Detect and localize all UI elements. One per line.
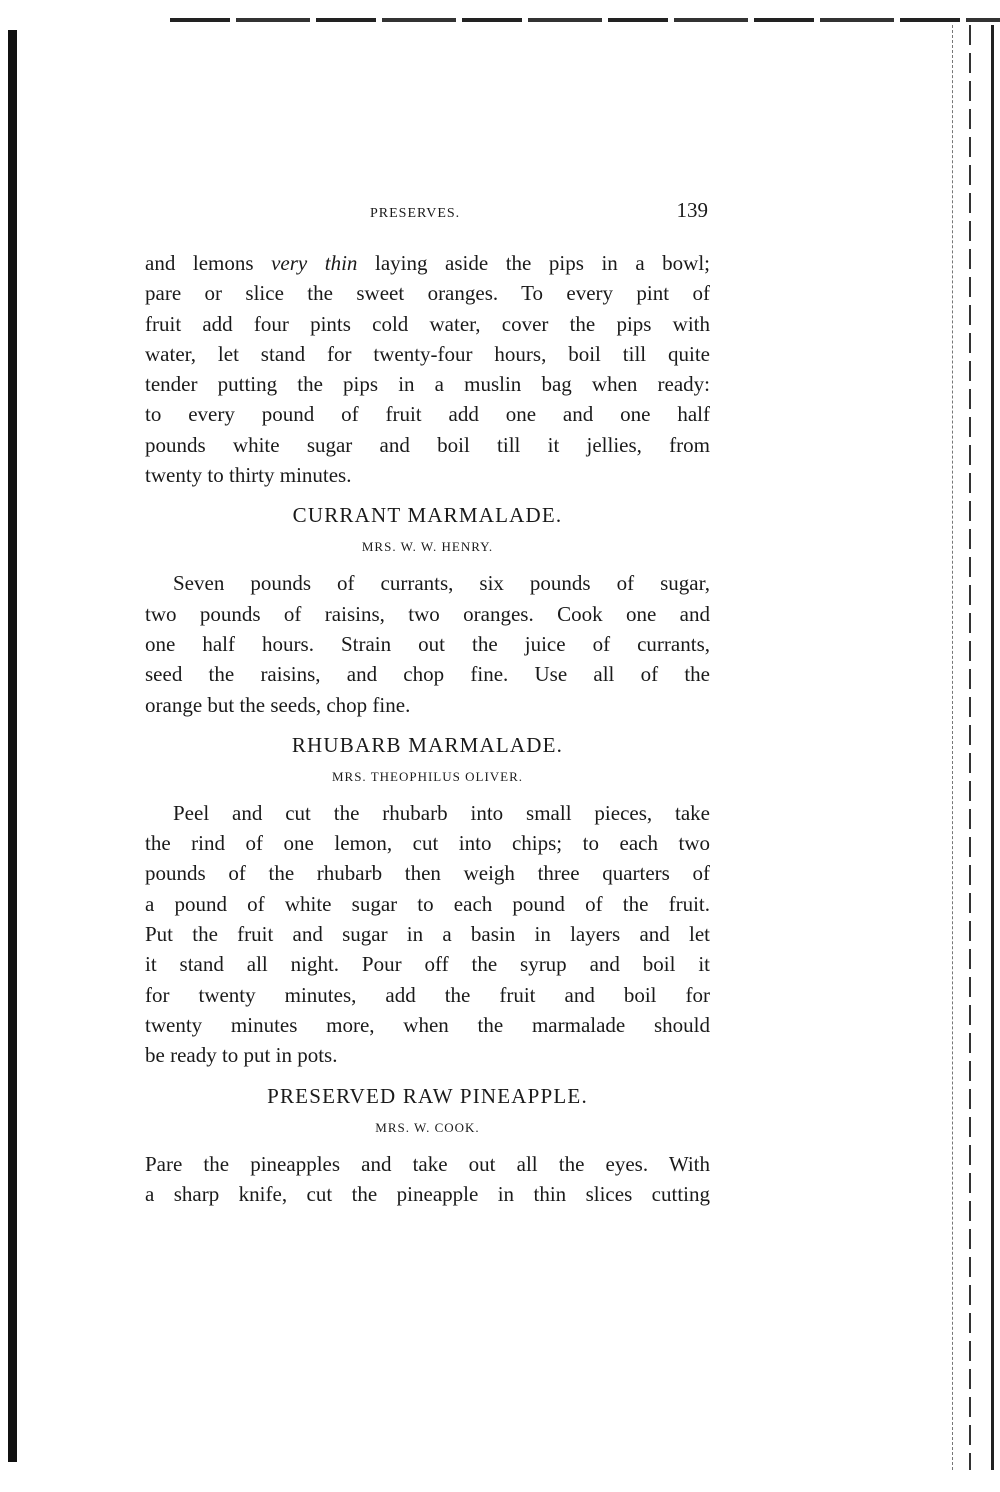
page-body (145, 248, 710, 1209)
recipe-author: MRS. W. W. HENRY. (361, 539, 494, 555)
text-line: pounds white sugar and boil till it jellies, from (145, 432, 710, 457)
text-line: pounds of the rhubarb then weigh three quarters of (145, 861, 710, 886)
text-line: twenty minutes more, when the marmalade should (145, 1012, 710, 1037)
intro-paragraph (145, 248, 710, 490)
text-line: to every pound of fruit add one and one half (145, 402, 710, 427)
recipe-author: MRS. W. COOK. (375, 1119, 480, 1135)
text-line: Seven pounds of currants, six pounds of sugar, (173, 571, 710, 596)
page-header (145, 198, 710, 228)
text-line: twenty to thirty minutes. (145, 463, 352, 488)
text-line: one half hours. Strain out the juice of currants, (145, 631, 710, 656)
scan-binding-edge (8, 30, 17, 1462)
recipe-author: MRS. THEOPHILUS OLIVER. (331, 768, 524, 784)
text-run: laying aside the pips in a bowl; (374, 251, 711, 275)
text-line: fruit add four pints cold water, cover the pips with (145, 311, 710, 336)
text-line: tender putting the pips in a muslin bag when ready: (145, 372, 710, 397)
emphasis-text: very thin (271, 251, 358, 275)
text-line: seed the raisins, and chop fine. Use all of the (145, 662, 710, 687)
page-number: 139 (676, 198, 708, 222)
text-line: Pare the pineapples and take out all the eyes. With (145, 1151, 710, 1176)
running-head: PRESERVES. (370, 206, 461, 221)
recipe-currant-marmalade (145, 500, 710, 719)
scan-top-rule (170, 18, 1000, 22)
text-line: Peel and cut the rhubarb into small pieces, take (173, 800, 710, 825)
text-line: water, let stand for twenty-four hours, boil till quite (145, 341, 710, 366)
text-line: a sharp knife, cut the pineapple in thin slices cutting (145, 1181, 710, 1206)
recipe-title: PRESERVED RAW PINEAPPLE. (267, 1083, 588, 1108)
text-line: be ready to put in pots. (145, 1043, 338, 1068)
scan-page-edge (952, 25, 994, 1470)
recipe-rhubarb-marmalade (145, 730, 710, 1071)
text-line: two pounds of raisins, two oranges. Cook one and (145, 601, 710, 626)
text-line: it stand all night. Pour off the syrup and boil it (145, 952, 710, 977)
text-line: pare or slice the sweet oranges. To every pint of (145, 281, 710, 306)
text-line: Put the fruit and sugar in a basin in layers and let (145, 922, 710, 947)
recipe-title: RHUBARB MARMALADE. (291, 732, 564, 757)
text-line: the rind of one lemon, cut into chips; to each two (145, 831, 710, 856)
recipe-preserved-raw-pineapple (145, 1081, 710, 1210)
text-run: and lemons (145, 251, 254, 275)
text-line: a pound of white sugar to each pound of the fruit. (145, 891, 710, 916)
text-line: for twenty minutes, add the fruit and boil for (145, 982, 710, 1007)
text-line: orange but the seeds, chop fine. (145, 692, 411, 717)
text-line (145, 248, 710, 278)
recipe-title: CURRANT MARMALADE. (292, 503, 563, 528)
